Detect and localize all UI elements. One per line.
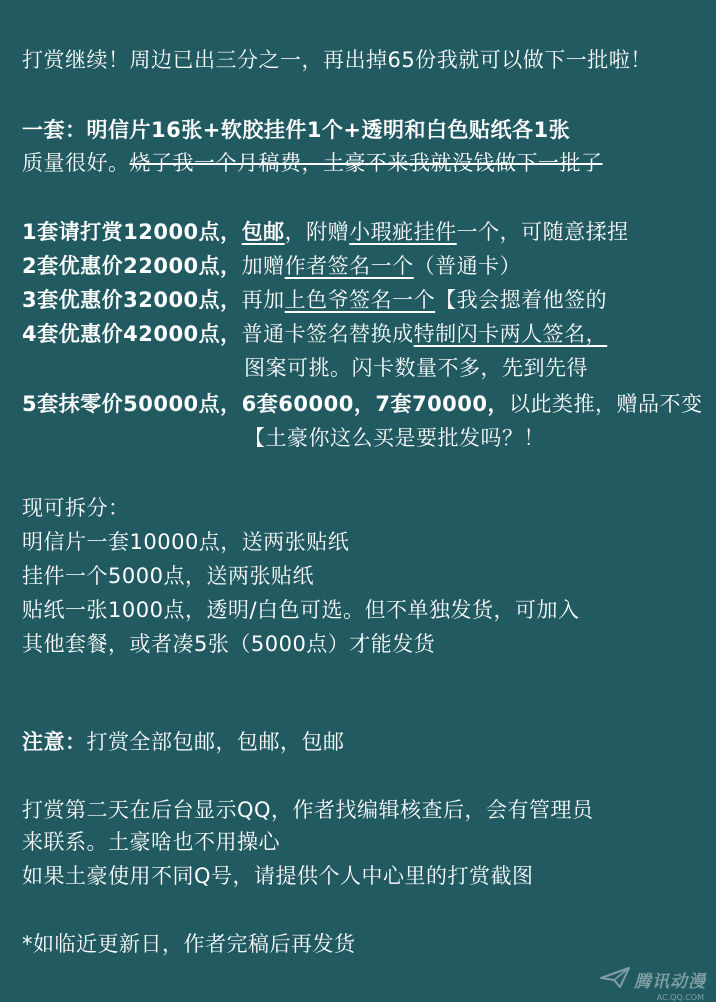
set-quality <box>22 149 603 177</box>
tier-5-text: 以此类推，赠品不变 <box>509 392 703 416</box>
tier-1 <box>22 218 629 246</box>
tier-4-price: 4套优惠价42000点， <box>22 322 242 346</box>
tier-2-price: 2套优惠价22000点， <box>22 254 242 278</box>
process-line-2: 来联系。土豪啥也不用操心 <box>22 830 280 854</box>
tier-3-note: 【我会摁着他签的 <box>435 288 608 312</box>
quality-strikethrough: 烧了我一个月稿费，土豪不来我就没钱做下一批了 <box>129 151 603 175</box>
split-pendant: 挂件一个5000点，送两张贴纸 <box>22 564 314 588</box>
process-line-3: 如果土豪使用不同Q号，请提供个人中心里的打赏截图 <box>22 864 534 888</box>
notice <box>22 728 345 756</box>
tier-4 <box>22 320 607 348</box>
notice-label: 注意： <box>22 730 87 754</box>
tier-3-text: 再加 <box>241 288 285 312</box>
footnote: *如临近更新日，作者完稿后再发货 <box>22 932 356 956</box>
tier-2-gift: 作者签名一个 <box>284 254 414 278</box>
tier-5 <box>22 390 703 418</box>
watermark-logo <box>600 966 706 1002</box>
tier-1-text: ，附赠 <box>284 220 350 244</box>
tier-3 <box>22 286 607 314</box>
intro-text: 打赏继续！周边已出三分之一，再出掉65份我就可以做下一批啦！ <box>22 48 652 72</box>
set-title-content: 明信片16张+软胶挂件1个+透明和白色贴纸各1张 <box>86 118 571 142</box>
watermark-subtext: AC.QQ.COM <box>656 993 704 1002</box>
split-stickers: 贴纸一张1000点，透明/白色可选。但不单独发货，可加入 <box>22 598 580 622</box>
quality-note: 质量很好。 <box>22 151 130 175</box>
watermark-text: 腾讯动漫 <box>634 971 706 992</box>
tier-1-price: 1套请打赏12000点， <box>22 220 242 244</box>
tier-2-text: 加赠 <box>241 254 285 278</box>
set-title <box>22 116 570 144</box>
split-stickers-note: 其他套餐，或者凑5张（5000点）才能发货 <box>22 632 436 656</box>
paper-plane-icon <box>600 966 630 992</box>
tier-1-free-shipping: 包邮 <box>241 220 285 244</box>
process-line-1: 打赏第二天在后台显示QQ，作者找编辑核查后，会有管理员 <box>22 798 594 822</box>
tier-4-note: 图案可挑。闪卡数量不多，先到先得 <box>244 356 588 380</box>
split-heading: 现可拆分： <box>22 496 130 520</box>
tier-2-note: （普通卡） <box>413 254 522 278</box>
set-title-label: 一套： <box>22 118 87 142</box>
tier-3-price: 3套优惠价32000点， <box>22 288 242 312</box>
tier-4-text: 普通卡签名替换成 <box>241 322 414 346</box>
tier-2 <box>22 252 521 280</box>
tier-1-gift: 小瑕疵挂件 <box>349 220 457 244</box>
split-postcards: 明信片一套10000点，送两张贴纸 <box>22 530 350 554</box>
tier-1-gift-note: 一个，可随意揉捏 <box>456 220 629 244</box>
tier-4-gift: 特制闪卡两人签名， <box>413 322 608 346</box>
notice-text: 打赏全部包邮，包邮，包邮 <box>86 730 345 754</box>
tier-5-note: 【土豪你这么买是要批发吗？！ <box>244 426 545 450</box>
tier-5-price: 5套抹零价50000点，6套60000，7套70000， <box>22 392 510 416</box>
tier-3-gift: 上色爷签名一个 <box>284 288 436 312</box>
